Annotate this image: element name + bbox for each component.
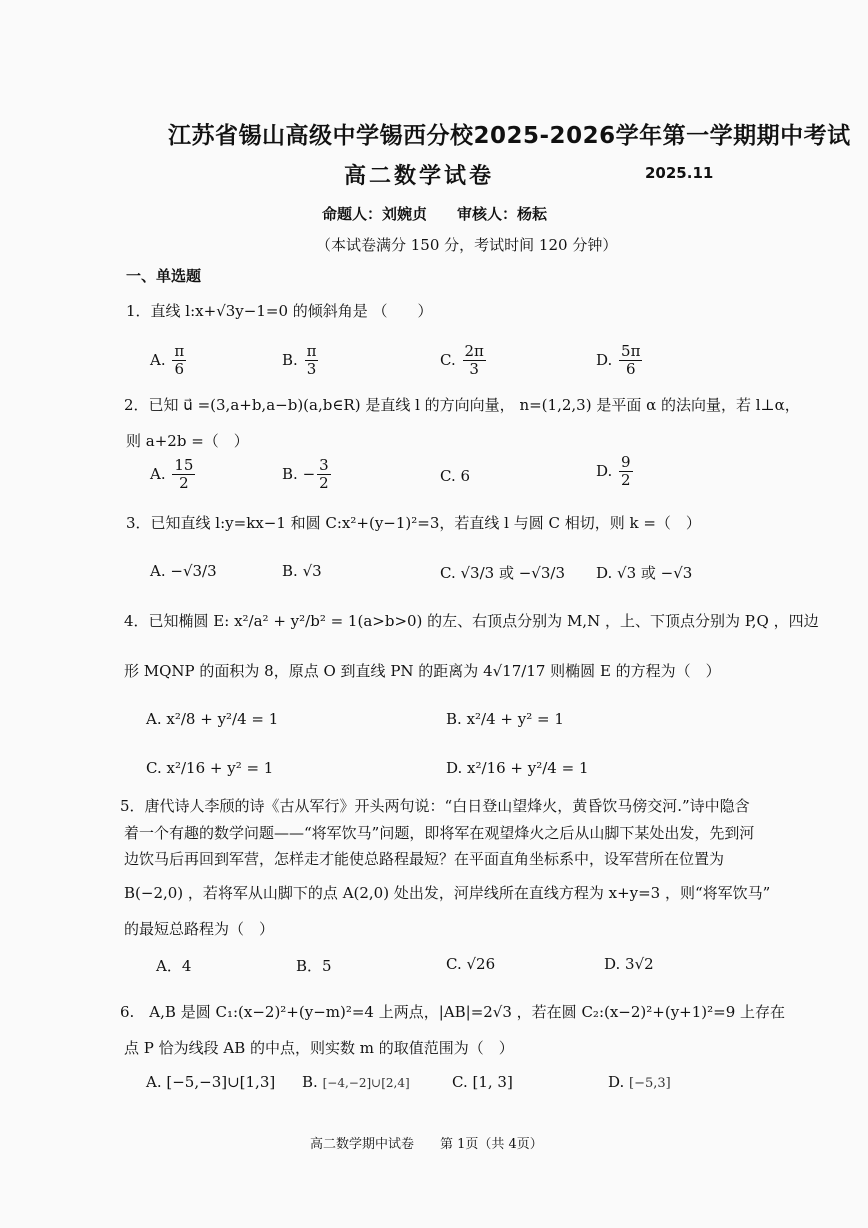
q2-d-fraction <box>619 454 633 490</box>
q6-b-value: [−4,−2]∪[2,4] <box>322 1076 410 1090</box>
q1-b-fraction <box>305 343 319 379</box>
q2-b-num: 3 <box>319 456 329 474</box>
q2-d-num: 9 <box>621 453 631 471</box>
q2-a-num: 15 <box>174 456 194 474</box>
q4-d-value: x²/16 + y²/4 = 1 <box>467 759 589 777</box>
q1-a-fraction <box>172 343 186 379</box>
q6-d-label: D. <box>608 1073 625 1091</box>
q1-option-a <box>150 343 188 379</box>
q2-stem-line1: 2．已知 u⃗ =(3,a+b,a−b)(a,b∈R) 是直线 l 的方向向量， n=(1,2,3) 是平面 α 的法向量，若 l⊥α， <box>124 396 800 414</box>
q2-option-c <box>440 467 470 485</box>
q5-line2: 着一个有趣的数学问题——“将军饮马”问题，即将军在观望烽火之后从山脚下某处出发，先到河 <box>124 824 755 842</box>
q6-option-b <box>302 1073 410 1091</box>
q3-c-value: √3/3 或 −√3/3 <box>460 564 566 582</box>
q2-option-a <box>150 457 197 493</box>
q4-b-value: x²/4 + y² = 1 <box>466 710 564 728</box>
q5-d-label: D. <box>604 955 621 973</box>
q1-stem: 1．直线 l:x+√3y−1=0 的倾斜角是 （ ） <box>126 302 433 320</box>
q1-c-label: C. <box>440 350 456 369</box>
q3-d-value: √3 或 −√3 <box>617 564 693 582</box>
q1-b-den: 3 <box>306 360 317 379</box>
q1-d-label: D. <box>596 350 613 369</box>
q4-stem-line2: 形 MQNP 的面积为 8，原点 O 到直线 PN 的距离为 4√17/17 则椭圆 E 的方程为（ ） <box>124 662 721 680</box>
q1-d-fraction <box>619 343 642 379</box>
q2-option-d <box>596 454 635 490</box>
q5-d-value: 3√2 <box>625 955 654 973</box>
q3-option-d <box>596 562 692 583</box>
q4-option-c <box>146 759 273 777</box>
q6-a-value: [−5,−3]∪[1,3] <box>166 1073 276 1091</box>
q4-option-d <box>446 759 589 777</box>
q4-c-label: C. <box>146 759 162 777</box>
q5-c-label: C. <box>446 955 462 973</box>
q3-b-label: B. <box>282 562 298 580</box>
q1-c-den: 3 <box>469 360 479 379</box>
q5-option-c <box>446 955 495 973</box>
q6-option-a <box>146 1073 275 1091</box>
q2-c-label: C. <box>440 467 456 485</box>
q5-c-value: √26 <box>466 955 496 973</box>
q1-a-den: 6 <box>174 360 185 379</box>
q2-a-label: A. <box>150 464 166 483</box>
q5-option-d <box>604 955 654 973</box>
exam-note: （本试卷满分 150 分，考试时间 120 分钟） <box>316 236 618 254</box>
q5-option-b: B．5 <box>296 957 332 975</box>
q1-d-den: 6 <box>625 360 636 379</box>
q1-a-num: π <box>174 342 185 360</box>
q1-c-num: 2π <box>464 342 484 360</box>
q2-b-fraction <box>317 457 331 493</box>
q4-d-label: D. <box>446 759 463 777</box>
q1-a-label: A. <box>150 350 166 369</box>
q5-line4: B(−2,0) ，若将军从山脚下的点 A(2,0) 处出发，河岸线所在直线方程为 x+y=3 ，则“将军饮马” <box>124 884 771 902</box>
q2-stem-line2: 则 a+2b =（ ） <box>126 432 249 450</box>
q1-b-num: π <box>306 342 317 360</box>
q3-a-value: −√3/3 <box>170 562 217 580</box>
q6-b-label: B. <box>302 1073 318 1091</box>
q1-option-c <box>440 343 488 379</box>
q3-d-label: D. <box>596 564 613 582</box>
q4-a-value: x²/8 + y²/4 = 1 <box>166 710 279 728</box>
q5-line5: 的最短总路程为（ ） <box>124 920 275 938</box>
q6-option-d <box>608 1073 671 1091</box>
q3-option-b <box>282 562 322 580</box>
page-footer: 高二数学期中试卷 第 1页（共 4页） <box>310 1137 543 1152</box>
q2-c-value: 6 <box>460 467 471 485</box>
q1-c-fraction <box>463 343 486 379</box>
q3-b-value: √3 <box>302 562 322 580</box>
q5-option-a: A．4 <box>156 957 192 975</box>
section-heading: 一、单选题 <box>126 267 202 285</box>
q1-option-b <box>282 343 320 379</box>
q2-d-den: 2 <box>621 471 631 490</box>
q2-d-label: D. <box>596 461 613 480</box>
q4-c-value: x²/16 + y² = 1 <box>166 759 274 777</box>
exam-title: 江苏省锡山高级中学锡西分校2025-2026学年第一学期期中考试 <box>168 123 851 149</box>
q6-option-c <box>452 1073 513 1091</box>
q6-c-label: C. <box>452 1073 468 1091</box>
q6-a-label: A. <box>146 1073 162 1091</box>
q1-option-d <box>596 343 644 379</box>
exam-date: 2025.11 <box>645 164 714 182</box>
q2-option-b: B. − $\frac{3}{2}$ <box>282 456 329 493</box>
q6-d-value: [−5,3] <box>629 1076 671 1091</box>
q3-a-label: A. <box>150 562 166 580</box>
q4-a-label: A. <box>146 710 162 728</box>
q3-option-c <box>440 562 565 583</box>
q5-line1: 5．唐代诗人李颀的诗《古从军行》开头两句说：“白日登山望烽火，黄昏饮马傍交河.”诗中隐含 <box>120 797 750 815</box>
q4-option-b <box>446 710 564 728</box>
exam-subtitle: 高二数学试卷 <box>344 164 495 189</box>
q4-option-a <box>146 710 278 728</box>
q2-a-den: 2 <box>179 474 189 493</box>
authors-line: 命题人：刘婉贞 审核人：杨耘 <box>322 205 548 223</box>
q4-b-label: B. <box>446 710 462 728</box>
q2-b-den: 2 <box>319 474 329 493</box>
q6-c-value: [1, 3] <box>472 1073 513 1091</box>
q2-a-fraction <box>172 457 195 493</box>
q4-stem-line1: 4．已知椭圆 E: x²/a² + y²/b² = 1(a>b>0) 的左、右顶点分别为 M,N ，上、下顶点分别为 P,Q ，四边 <box>124 612 819 630</box>
q6-line2: 点 P 恰为线段 AB 的中点，则实数 m 的取值范围为（ ） <box>124 1039 514 1057</box>
q1-d-num: 5π <box>621 342 641 360</box>
q3-stem: 3．已知直线 l:y=kx−1 和圆 C:x²+(y−1)²=3，若直线 l 与圆 C 相切，则 k =（ ） <box>126 514 701 532</box>
q3-option-a <box>150 562 217 580</box>
q2-b-label: B. <box>282 464 298 483</box>
q1-b-label: B. <box>282 350 298 369</box>
q3-c-label: C. <box>440 564 456 582</box>
q5-line3: 边饮马后再回到军营，怎样走才能使总路程最短？在平面直角坐标系中，设军营所在位置为 <box>124 850 725 868</box>
q6-line1: 6. A,B 是圆 C₁:(x−2)²+(y−m)²=4 上两点，|AB|=2√3 ，若在圆 C₂:(x−2)²+(y+1)²=9 上存在 <box>120 1003 786 1021</box>
